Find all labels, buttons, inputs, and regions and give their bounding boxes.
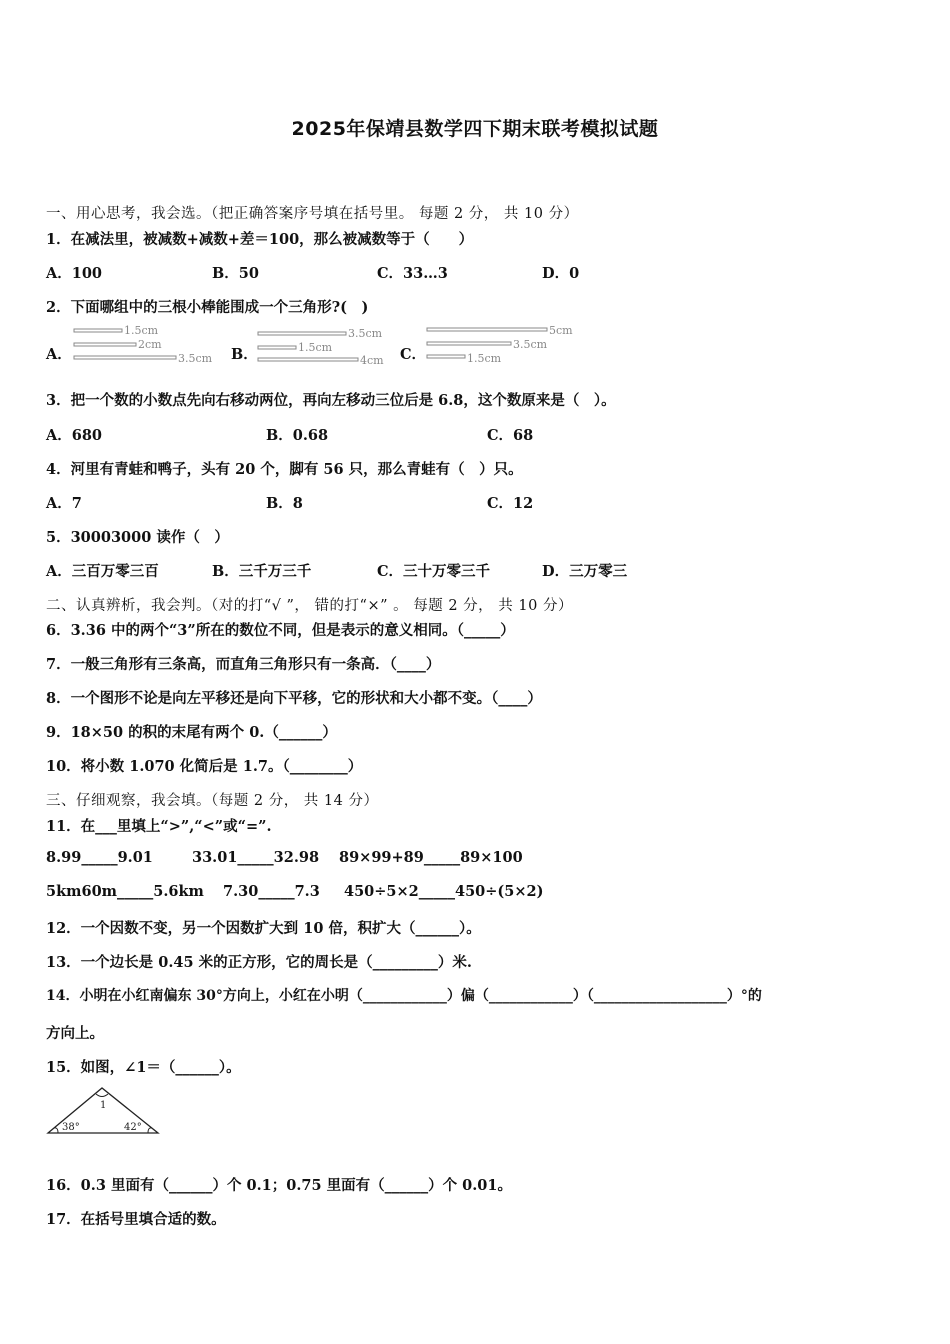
angle-42-arc: [148, 1128, 152, 1133]
stick-b2: [258, 346, 296, 349]
q11-compare-2: 33.01_____32.98: [192, 849, 320, 866]
stick-b3: [258, 358, 358, 361]
question-7: 7．一般三角形有三条高，而直角三角形只有一条高．（____）: [46, 656, 441, 673]
stick-a2: [74, 343, 136, 346]
section-2-heading: 二、认真辨析，我会判。（对的打“√ ”， 错的打“×” 。 每题 2 分， 共 10 分）: [46, 598, 573, 614]
q4-option-a: A．7: [46, 495, 82, 512]
question-16: 16．0.3 里面有（______）个 0.1；0.75 里面有（______）个 0.01。: [46, 1177, 512, 1194]
q11-compare-5: 7.30_____7.3: [223, 883, 320, 900]
q3-option-a: A．680: [46, 427, 103, 444]
stick-c2-label: 3.5cm: [513, 338, 548, 351]
question-3: 3．把一个数的小数点先向右移动两位，再向左移动三位后是 6.8，这个数原来是（ ）。: [46, 392, 616, 409]
question-6: 6．3.36 中的两个“3”所在的数位不同，但是表示的意义相同。（_____）: [46, 622, 515, 639]
q11-compare-6: 450÷5×2_____450÷(5×2): [344, 883, 544, 900]
question-13: 13．一个边长是 0.45 米的正方形，它的周长是（_________）米.: [46, 954, 472, 971]
q5-option-d: D．三万零三: [542, 563, 628, 580]
stick-a3: [74, 356, 176, 359]
question-4: 4．河里有青蛙和鸭子，头有 20 个，脚有 56 只，那么青蛙有（ ）只。: [46, 461, 523, 478]
q11-compare-1: 8.99_____9.01: [46, 849, 153, 866]
stick-b1: [258, 332, 346, 335]
q3-option-b: B．0.68: [266, 427, 329, 444]
question-2: 2．下面哪组中的三根小棒能围成一个三角形?( ): [46, 299, 369, 316]
question-1: 1．在减法里，被减数+减数+差＝100，那么被减数等于（ ）: [46, 231, 474, 248]
question-11: 11．在___里填上“>”,“<”或“=”.: [46, 818, 272, 835]
question-14-line-2: 方向上。: [46, 1025, 104, 1042]
stick-b3-label: 4cm: [360, 354, 384, 367]
question-9: 9．18×50 的积的末尾有两个 0.（______）: [46, 724, 337, 741]
stick-b2-label: 1.5cm: [298, 341, 333, 354]
angle-1-arc: [96, 1094, 108, 1097]
q5-option-a: A．三百万零三百: [46, 563, 159, 580]
q15-triangle-figure: [44, 1085, 164, 1137]
q5-option-c: C．三十万零三千: [377, 563, 491, 580]
stick-a1: [74, 329, 122, 332]
question-14-line-1: 14．小明在小红南偏东 30°方向上，小红在小明（____________）偏（____________）（___________________）°的: [46, 988, 762, 1004]
q2-figure-b: [256, 325, 391, 369]
stick-c3-label: 1.5cm: [467, 352, 502, 365]
q5-option-b: B．三千万三千: [212, 563, 312, 580]
q1-option-b: B．50: [212, 265, 259, 282]
angle-38-arc: [54, 1128, 58, 1133]
question-17: 17．在括号里填合适的数。: [46, 1211, 226, 1228]
stick-c1: [427, 328, 547, 331]
q11-compare-3: 89×99+89_____89×100: [339, 849, 523, 866]
q1-option-d: D．0: [542, 265, 580, 282]
question-8: 8．一个图形不论是向左平移还是向下平移，它的形状和大小都不变。（____）: [46, 690, 542, 707]
stick-b1-label: 3.5cm: [348, 327, 383, 340]
question-10: 10．将小数 1.070 化简后是 1.7。（________）: [46, 758, 363, 775]
question-5: 5．30003000 读作（ ）: [46, 529, 229, 546]
stick-c2: [427, 342, 511, 345]
q2-figure-a: [72, 323, 222, 367]
angle-42-label: 42°: [124, 1122, 142, 1133]
angle-1-label: 1: [100, 1100, 107, 1111]
q2-label-c: C．: [400, 346, 427, 363]
page-title: 2025年保靖县数学四下期末联考模拟试题: [291, 118, 659, 140]
q1-option-c: C．33…3: [377, 265, 448, 282]
q1-option-a: A．100: [46, 265, 103, 282]
q3-option-c: C．68: [487, 427, 534, 444]
angle-38-label: 38°: [62, 1122, 80, 1133]
q4-option-c: C．12: [487, 495, 534, 512]
q11-compare-4: 5km60m_____5.6km: [46, 883, 204, 900]
q2-label-b: B．: [231, 346, 258, 363]
q2-figure-c: [425, 321, 585, 367]
stick-a1-label: 1.5cm: [124, 324, 159, 337]
stick-c1-label: 5cm: [549, 324, 573, 337]
stick-a2-label: 2cm: [138, 338, 162, 351]
question-15: 15．如图，∠1＝（______）。: [46, 1059, 241, 1076]
section-1-heading: 一、用心思考，我会选。（把正确答案序号填在括号里。 每题 2 分， 共 10 分）: [46, 206, 579, 222]
stick-a3-label: 3.5cm: [178, 352, 213, 365]
q2-label-a: A．: [46, 346, 72, 363]
question-12: 12．一个因数不变，另一个因数扩大到 10 倍，积扩大（______）。: [46, 920, 481, 937]
stick-c3: [427, 355, 465, 358]
q4-option-b: B．8: [266, 495, 303, 512]
section-3-heading: 三、仔细观察，我会填。（每题 2 分， 共 14 分）: [46, 793, 379, 809]
